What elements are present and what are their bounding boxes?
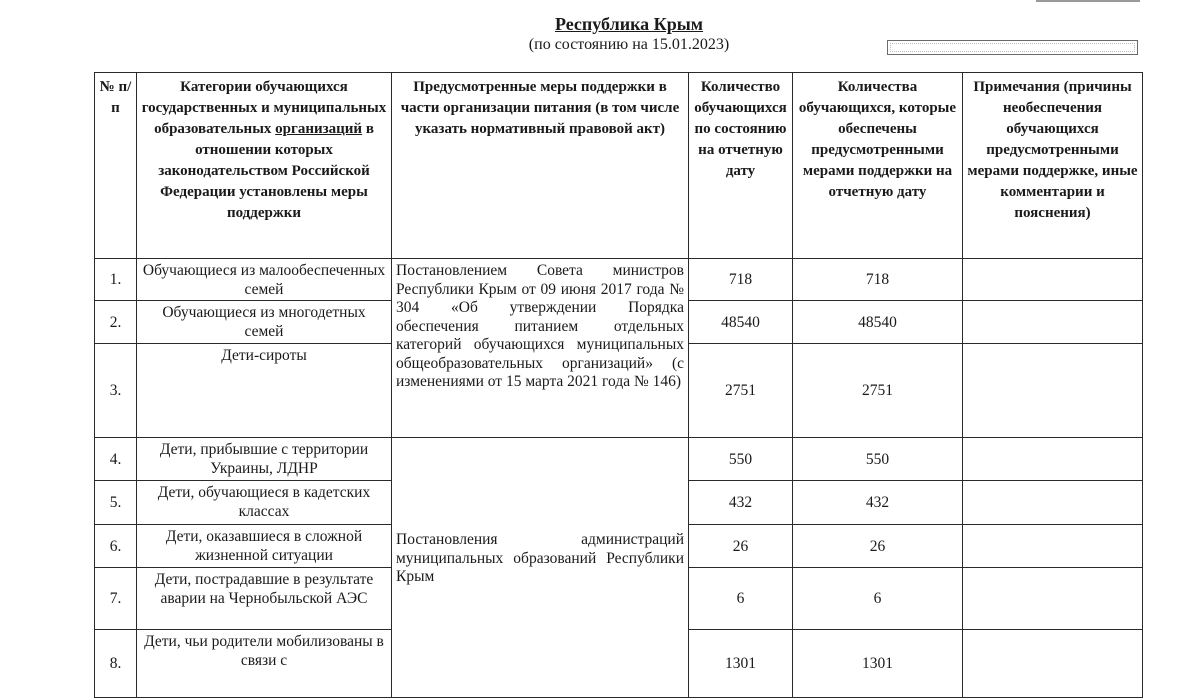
row-supported: 48540 [793, 301, 963, 344]
row-num: 7. [95, 568, 137, 630]
header-category-underlined: организаций [275, 121, 363, 137]
row-num: 3. [95, 344, 137, 438]
row-supported: 550 [793, 438, 963, 481]
header-count-supported: Количества обучающихся, которые обеспечены предусмотренными мерами поддержки на отчетную дату [793, 73, 963, 259]
row-num: 6. [95, 525, 137, 568]
row-category: Дети, пострадавшие в результате аварии на Чернобыльской АЭС [137, 568, 392, 630]
row-num: 5. [95, 481, 137, 525]
stamp-field-box [887, 40, 1138, 55]
row-category: Дети-сироты [137, 344, 392, 438]
row-num: 1. [95, 259, 137, 301]
table-header-row [95, 73, 1143, 259]
row-category: Обучающиеся из малообеспеченных семей [137, 259, 392, 301]
support-measures-table [94, 72, 1143, 698]
header-category: Категории обучающихся государственных и муниципальных образовательных организаций в отношении которых законодательством Российской Федерации установлены меры поддержки [137, 73, 392, 259]
row-total: 550 [689, 438, 793, 481]
row-category: Дети, прибывшие с территории Украины, ЛДНР [137, 438, 392, 481]
row-category: Дети, чьи родители мобилизованы в связи с [137, 630, 392, 698]
row-category: Обучающиеся из многодетных семей [137, 301, 392, 344]
row-supported: 6 [793, 568, 963, 630]
row-total: 6 [689, 568, 793, 630]
row-note [963, 481, 1143, 525]
row-supported: 718 [793, 259, 963, 301]
row-total: 26 [689, 525, 793, 568]
row-note [963, 301, 1143, 344]
header-num: № п/п [95, 73, 137, 259]
row-total: 48540 [689, 301, 793, 344]
row-total: 432 [689, 481, 793, 525]
row-category: Дети, оказавшиеся в сложной жизненной ситуации [137, 525, 392, 568]
row-total: 1301 [689, 630, 793, 698]
table-row [95, 438, 1143, 481]
row-supported: 26 [793, 525, 963, 568]
page-edge-line [1036, 0, 1140, 2]
row-note [963, 259, 1143, 301]
table-row [95, 259, 1143, 301]
row-note [963, 568, 1143, 630]
header-notes: Примечания (причины необеспечения обучающихся предусмотренными мерами поддержке, иные комментарии и пояснения) [963, 73, 1143, 259]
row-num: 2. [95, 301, 137, 344]
row-supported: 2751 [793, 344, 963, 438]
row-total: 718 [689, 259, 793, 301]
row-supported: 432 [793, 481, 963, 525]
header-measures: Предусмотренные меры поддержки в части организации питания (в том числе указать нормативный правовой акт) [392, 73, 689, 259]
measure-group-1: Постановлением Совета министров Республики Крым от 09 июня 2017 года № 304 «Об утверждении Порядка обеспечения питанием отдельных категорий обучающихся муниципальных общеобразовательных организаций» (с изменениями от 15 марта 2021 года № 146) [392, 259, 689, 438]
row-total: 2751 [689, 344, 793, 438]
row-category: Дети, обучающиеся в кадетских классах [137, 481, 392, 525]
document-subtitle: (по состоянию на 15.01.2023) [528, 36, 730, 53]
row-note [963, 438, 1143, 481]
row-supported: 1301 [793, 630, 963, 698]
document-title: Республика Крым [554, 14, 704, 34]
row-note [963, 525, 1143, 568]
row-num: 4. [95, 438, 137, 481]
header-count-total: Количество обучающихся по состоянию на отчетную дату [689, 73, 793, 259]
row-note [963, 630, 1143, 698]
row-note [963, 344, 1143, 438]
measure-group-2: Постановления администраций муниципальных образований Республики Крым [392, 438, 689, 698]
row-num: 8. [95, 630, 137, 698]
